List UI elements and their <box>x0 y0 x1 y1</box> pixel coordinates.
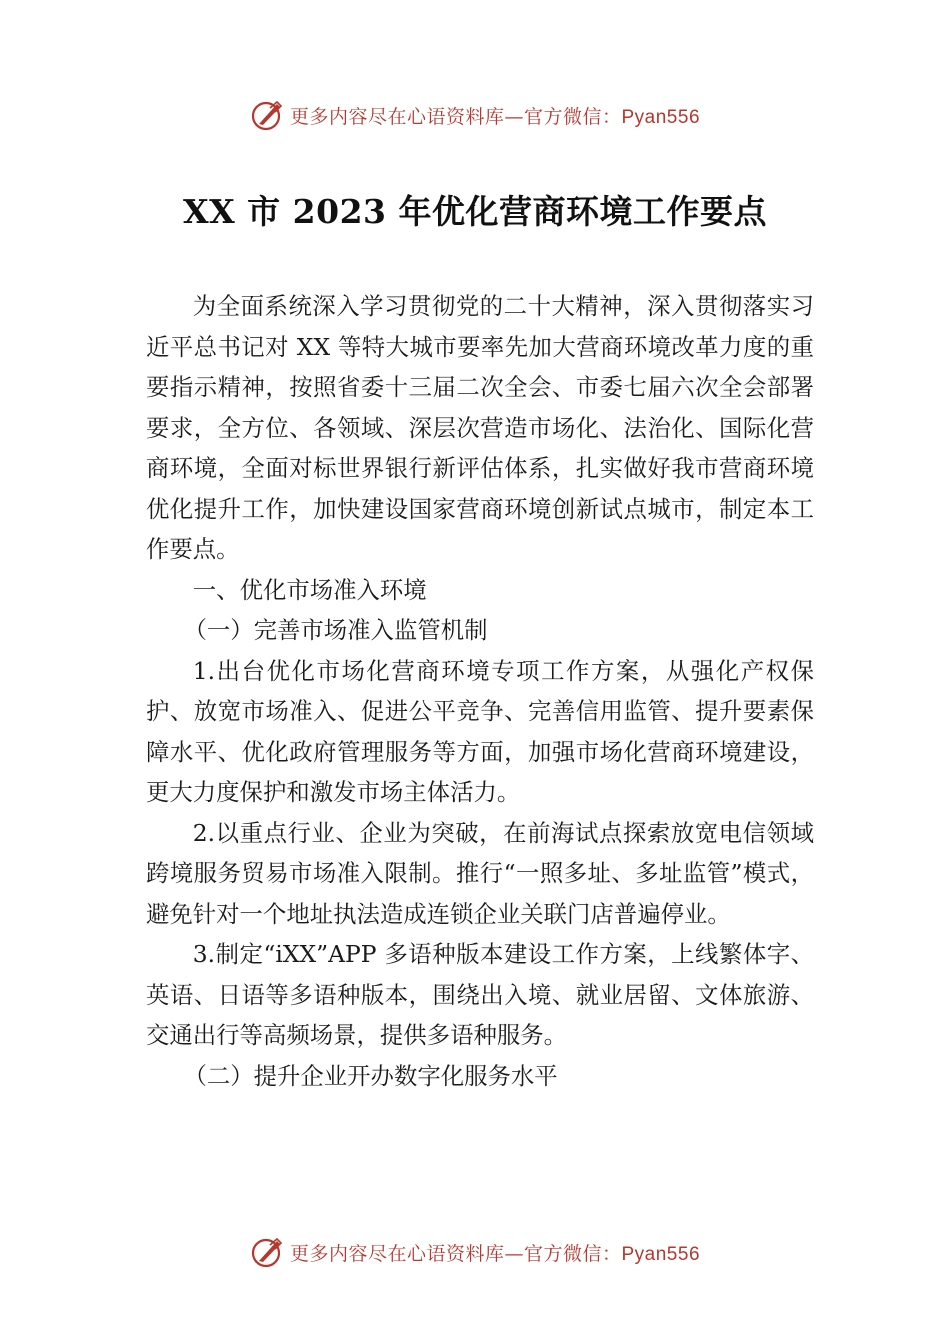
quill-logo-icon <box>250 98 284 132</box>
body-paragraph: 1.出台优化市场化营商环境专项工作方案，从强化产权保护、放宽市场准入、促进公平竞争、完善信用监管、提升要素保障水平、优化政府管理服务等方面，加强市场化营商环境建设，更大力度保护和激发市场主体活力。 <box>146 656 814 806</box>
quill-logo-icon <box>250 1235 284 1269</box>
subsection-heading: （二）提升企业开办数字化服务水平 <box>183 1061 558 1090</box>
wechat-id: Pyan556 <box>621 106 701 128</box>
footer-watermark-banner <box>0 1232 950 1272</box>
body-paragraph: 3.制定“iXX”APP 多语种版本建设工作方案，上线繁体字、英语、日语等多语种版本，围绕出入境、就业居留、文体旅游、交通出行等高频场景，提供多语种服务。 <box>146 940 814 1049</box>
banner-text: 更多内容尽在心语资料库—官方微信：Pyan556 <box>289 1242 701 1265</box>
section-heading: 一、优化市场准入环境 <box>192 575 427 604</box>
body-paragraph: 2.以重点行业、企业为突破，在前海试点探索放宽电信领域跨境服务贸易市场准入限制。推行“一照多址、多址监管”模式，避免针对一个地址执法造成连锁企业关联门店普遍停业。 <box>146 818 814 928</box>
body-paragraph: 为全面系统深入学习贯彻党的二十大精神，深入贯彻落实习近平总书记对 XX 等特大城市要率先加大营商环境改革力度的重要指示精神，按照省委十三届二次全会、市委七届六次全会部署要求，全方位、各领域、深层次营造市场化、法治化、国际化营商环境，全面对标世界银行新评估体系，扎实做好我市营商环境优化提升工作，加快建设国家营商环境创新试点城市，制定本工作要点。 <box>146 292 814 563</box>
wechat-id: Pyan556 <box>621 1243 701 1265</box>
header-watermark-banner <box>0 95 950 135</box>
subsection-heading: （一）完善市场准入监管机制 <box>183 616 488 644</box>
banner-text: 更多内容尽在心语资料库—官方微信：Pyan556 <box>289 105 701 128</box>
document-title: XX 市 2023 年优化营商环境工作要点 <box>182 192 768 231</box>
document-body <box>146 286 814 1096</box>
